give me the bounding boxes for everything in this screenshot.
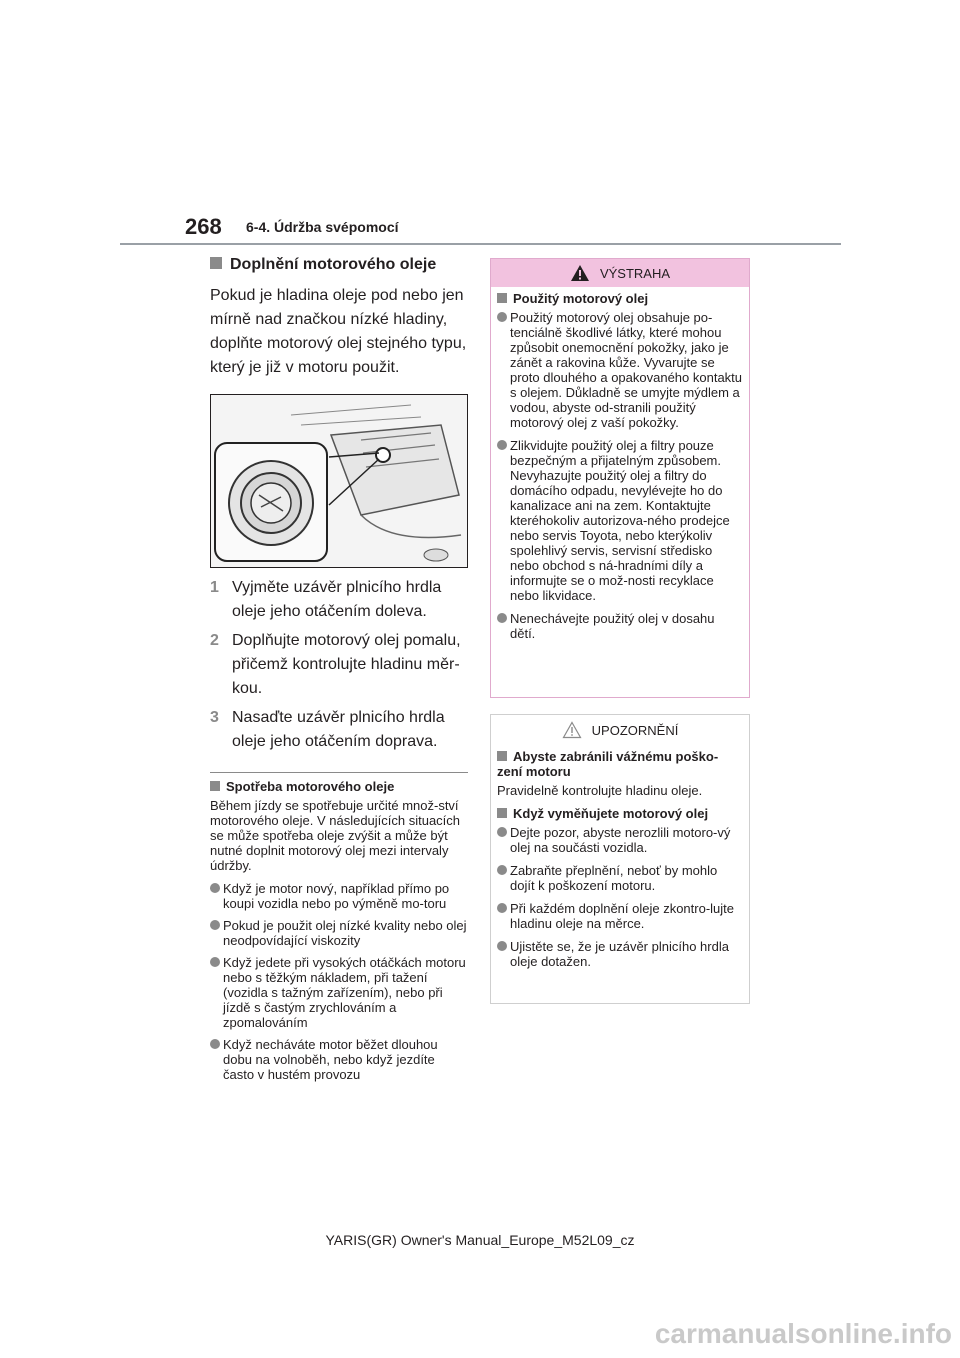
square-bullet-icon <box>497 808 507 818</box>
bullet-dot-icon <box>497 903 507 913</box>
bullet-dot-icon <box>497 827 507 837</box>
square-bullet-icon <box>497 293 507 303</box>
list-item: Ujistěte se, že je uzávěr plnicího hrdla oleje dotažen. <box>497 939 743 969</box>
list-item: Zlikvidujte použitý olej a filtry pouze bezpečným a přijatelným způsobem. Nevyhazujte použitý olej a filtry do domácího odpadu, nevylévejte ho do kanalizace ani na zem. Kontaktujte kteréhokoliv autorizova-ného prodejce nebo servis Toyota, nebo kterýkoliv spolehlivý servis, servisní středisko nebo obchod s ná-hradními díly a informujte se o mož-nosti recyklace nebo likvidace. <box>497 438 743 603</box>
header-rule <box>120 243 841 245</box>
bullet-dot-icon <box>497 312 507 322</box>
bullet-dot-icon <box>497 613 507 623</box>
caution-header <box>491 715 749 745</box>
bullet-dot-icon <box>210 920 220 930</box>
caution-body <box>491 745 749 969</box>
caution-heading-2: Když vyměňujete motorový olej <box>497 806 743 821</box>
left-column <box>210 256 468 1089</box>
section-title: 6-4. Údržba svépomocí <box>246 219 399 235</box>
list-item: Dejte pozor, abyste nerozlili motoro-vý olej na součásti vozidla. <box>497 825 743 855</box>
step-number: 1 <box>210 579 219 596</box>
step-1 <box>210 576 468 624</box>
list-item: Při každém doplnění oleje zkontro-lujte hladinu oleje na měrce. <box>497 901 743 931</box>
step-text: Vyjměte uzávěr plnicího hrdla oleje jeho otáčením doleva. <box>232 579 442 620</box>
watermark: carmanualsonline.info <box>654 1318 952 1349</box>
intro-text: Pokud je hladina oleje pod nebo jen mírně nad značkou nízké hladiny, doplňte motorový olej stejného typu, který je již v motoru použit. <box>210 287 467 376</box>
step-2 <box>210 629 468 701</box>
warning-header <box>491 259 749 287</box>
bullet-dot-icon <box>497 865 507 875</box>
list-item: Nenechávejte použitý olej v dosahu dětí. <box>497 611 743 641</box>
warning-triangle-icon <box>570 264 590 282</box>
step-3 <box>210 706 468 754</box>
step-text: Doplňujte motorový olej pomalu, přičemž kontrolujte hladinu měr-kou. <box>232 632 461 697</box>
caution-box <box>490 714 750 1004</box>
list-item: Když necháváte motor běžet dlouhou dobu na volnoběh, nebo když jezdíte často v hustém provozu <box>210 1037 468 1082</box>
list-item: Pokud je použit olej nízké kvality nebo olej neodpovídající viskozity <box>210 918 468 948</box>
section-divider <box>210 772 468 773</box>
caution-text-1: Pravidelně kontrolujte hladinu oleje. <box>497 783 703 798</box>
bullet-dot-icon <box>497 440 507 450</box>
bullet-dot-icon <box>497 941 507 951</box>
page-number: 268 <box>185 214 222 239</box>
list-item: Když je motor nový, například přímo po koupi vozidla nebo po výměně mo-toru <box>210 881 468 911</box>
step-number: 3 <box>210 709 219 726</box>
bullet-dot-icon <box>210 957 220 967</box>
sub-text: Během jízdy se spotřebuje určité množ-ství motorového oleje. V následujících situacích se může spotřeba oleje zvýšit a může být nutné doplnit motorový olej mezi intervaly údržby. <box>210 798 461 873</box>
step-number: 2 <box>210 632 219 649</box>
sub-heading: Spotřeba motorového oleje <box>210 779 468 794</box>
warning-heading: Použitý motorový olej <box>497 291 743 306</box>
footer-text: YARIS(GR) Owner's Manual_Europe_M52L09_cz <box>325 1232 635 1248</box>
engine-illustration-svg <box>211 395 467 567</box>
list-item: Když jedete při vysokých otáčkách motoru nebo s těžkým nákladem, při tažení (vozidla s tažným zařízením), nebo při jízdě s častým zrychlováním a zpomalováním <box>210 955 468 1030</box>
main-heading: Doplnění motorového oleje <box>210 256 468 274</box>
square-bullet-icon <box>210 257 222 269</box>
caution-triangle-icon <box>562 721 582 739</box>
oil-filler-cap-illustration <box>210 394 468 568</box>
square-bullet-icon <box>210 781 220 791</box>
bullet-dot-icon <box>210 1039 220 1049</box>
warning-body <box>491 287 749 641</box>
square-bullet-icon <box>497 751 507 761</box>
caution-title: UPOZORNĚNÍ <box>591 722 679 738</box>
warning-box <box>490 258 750 698</box>
caution-heading-1: Abyste zabránili vážnému poško-zení motoru <box>497 749 719 779</box>
warning-title: VÝSTRAHA <box>599 265 671 281</box>
bullet-dot-icon <box>210 883 220 893</box>
list-item: Použitý motorový olej obsahuje po-tenciálně škodlivé látky, které mohou způsobit onemocnění pokožky, jako je zánět a rakovina kůže. Vyvarujte se proto dlouhého a opakovaného kontaktu s olejem. Důkladně se umyjte mýdlem a vodou, abyste od-stranili použitý motorový olej z vaší pokožky. <box>497 310 743 430</box>
step-text: Nasaďte uzávěr plnicího hrdla oleje jeho otáčením doprava. <box>232 709 445 750</box>
list-item: Zabraňte přeplnění, neboť by mohlo dojít k poškození motoru. <box>497 863 743 893</box>
